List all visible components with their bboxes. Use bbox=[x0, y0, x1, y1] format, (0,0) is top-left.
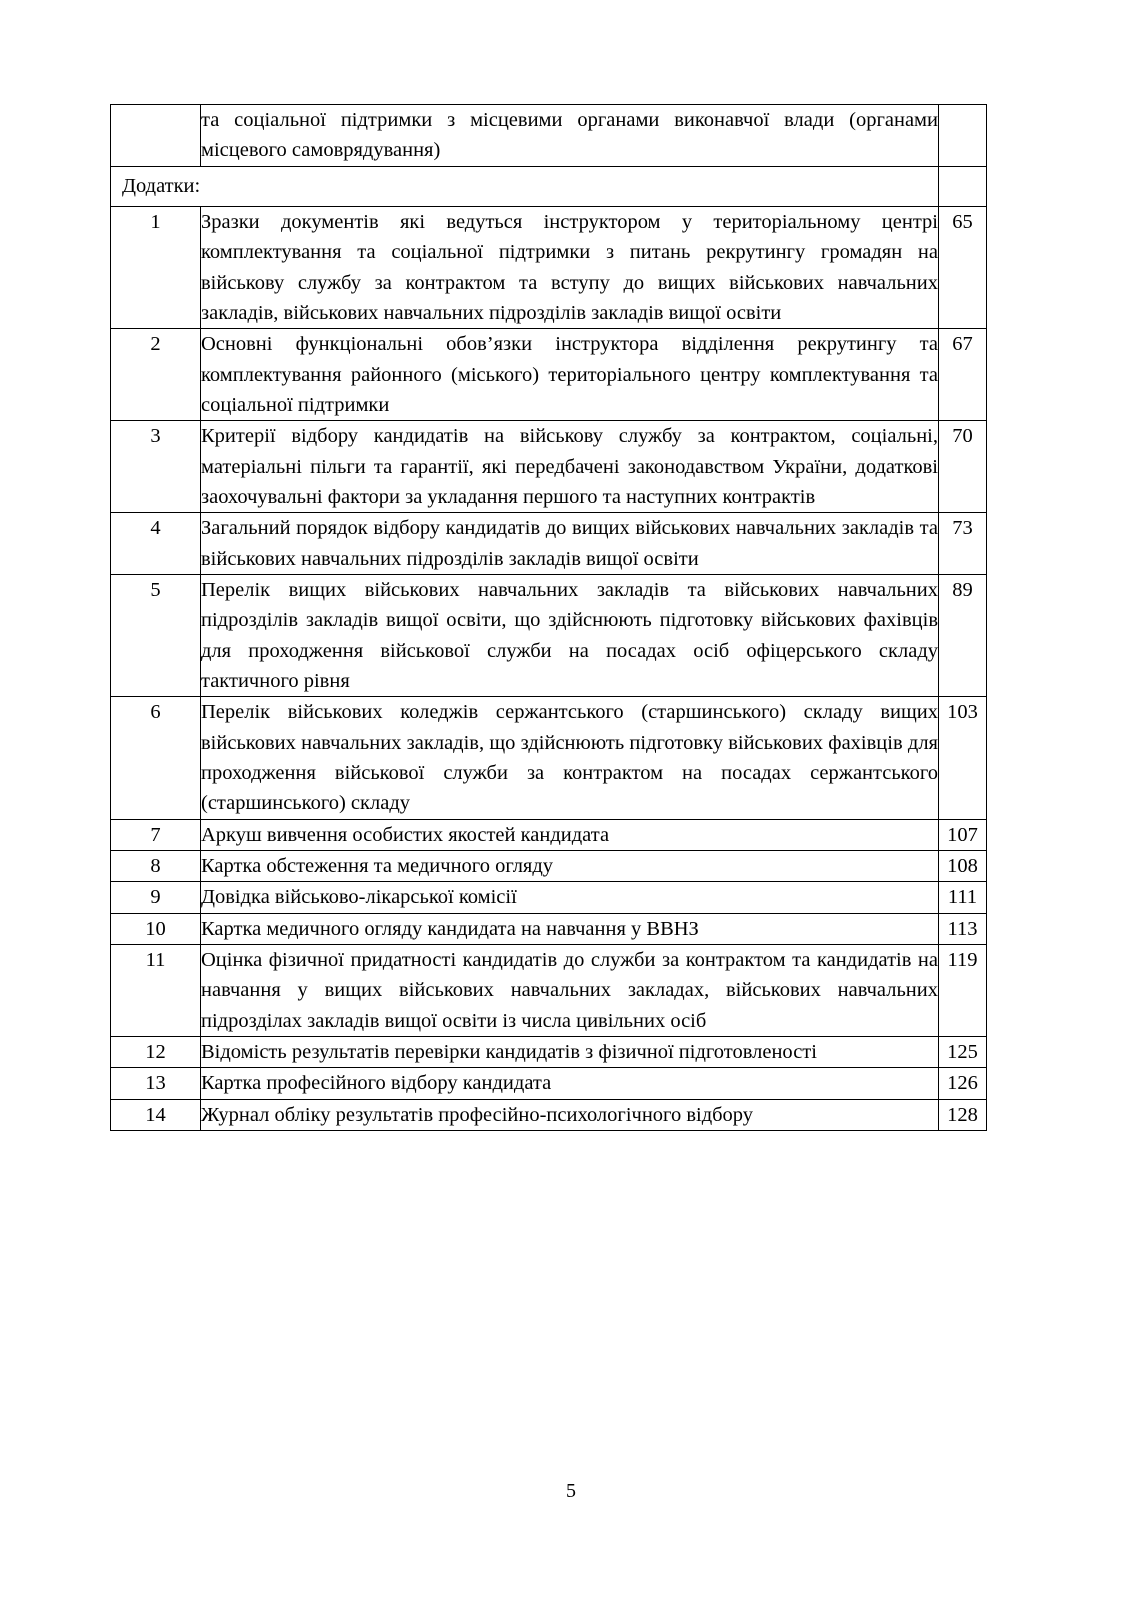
table-row bbox=[111, 850, 987, 881]
continuation-number-cell bbox=[111, 105, 201, 167]
appendix-page-cell: 126 bbox=[939, 1068, 987, 1099]
appendices-table bbox=[110, 104, 987, 1131]
table-row bbox=[111, 574, 987, 696]
table-row bbox=[111, 882, 987, 913]
appendix-number-cell: 7 bbox=[111, 819, 201, 850]
table-row bbox=[111, 1036, 987, 1067]
table-row bbox=[111, 513, 987, 575]
appendix-page-cell: 111 bbox=[939, 882, 987, 913]
appendix-page-cell: 65 bbox=[939, 206, 987, 328]
appendix-title-cell: Перелік військових коледжів сержантського (старшинського) складу вищих військових навчальних закладів, що здійснюють підготовку військових фахівців для проходження військової служби за контрактом на посадах сержантського (старшинського) складу bbox=[201, 697, 939, 819]
appendix-number-cell: 13 bbox=[111, 1068, 201, 1099]
appendix-number-cell: 3 bbox=[111, 421, 201, 513]
appendix-title-cell: Основні функціональні обов’язки інструктора відділення рекрутингу та комплектування районного (міського) територіального центру комплектування та соціальної підтримки bbox=[201, 329, 939, 421]
appendix-number-cell: 5 bbox=[111, 574, 201, 696]
appendix-title-cell: Загальний порядок відбору кандидатів до вищих військових навчальних закладів та військових навчальних підрозділів закладів вищої освіти bbox=[201, 513, 939, 575]
appendix-number-cell: 12 bbox=[111, 1036, 201, 1067]
section-heading-page-cell bbox=[939, 166, 987, 206]
appendix-title-cell: Критерії відбору кандидатів на військову службу за контрактом, соціальні, матеріальні пільги та гарантії, які передбачені законодавством України, додаткові заохочувальні фактори за укладання першого та наступних контрактів bbox=[201, 421, 939, 513]
appendix-title-cell: Перелік вищих військових навчальних закладів та військових навчальних підрозділів закладів вищої освіти, що здійснюють підготовку військових фахівців для проходження військової служби на посадах осіб офіцерського складу тактичного рівня bbox=[201, 574, 939, 696]
appendix-page-cell: 119 bbox=[939, 944, 987, 1036]
appendix-title-cell: Журнал обліку результатів професійно-психологічного відбору bbox=[201, 1099, 939, 1130]
table-row bbox=[111, 1068, 987, 1099]
appendix-title-cell: Оцінка фізичної придатності кандидатів до служби за контрактом та кандидатів на навчання у вищих військових навчальних закладах, військових навчальних підрозділах закладів вищої освіти із числа цивільних осіб bbox=[201, 944, 939, 1036]
table-row bbox=[111, 329, 987, 421]
appendix-page-cell: 67 bbox=[939, 329, 987, 421]
table-row bbox=[111, 913, 987, 944]
table-row bbox=[111, 1099, 987, 1130]
appendix-title-cell: Аркуш вивчення особистих якостей кандидата bbox=[201, 819, 939, 850]
table-row bbox=[111, 421, 987, 513]
continuation-page-cell bbox=[939, 105, 987, 167]
footer-page-number: 5 bbox=[566, 1480, 576, 1502]
table-row bbox=[111, 944, 987, 1036]
appendix-number-cell: 2 bbox=[111, 329, 201, 421]
appendix-number-cell: 8 bbox=[111, 850, 201, 881]
appendix-page-cell: 128 bbox=[939, 1099, 987, 1130]
appendix-title-cell: Картка медичного огляду кандидата на навчання у ВВНЗ bbox=[201, 913, 939, 944]
appendix-title-cell: Відомість результатів перевірки кандидатів з фізичної підготовленості bbox=[201, 1036, 939, 1067]
appendix-title-cell: Картка професійного відбору кандидата bbox=[201, 1068, 939, 1099]
table-row bbox=[111, 819, 987, 850]
appendix-number-cell: 1 bbox=[111, 206, 201, 328]
appendix-title-cell: Картка обстеження та медичного огляду bbox=[201, 850, 939, 881]
section-heading-label: Додатки: bbox=[111, 166, 939, 206]
continuation-title-cell: та соціальної підтримки з місцевими органами виконавчої влади (органами місцевого самоврядування) bbox=[201, 105, 939, 167]
appendix-page-cell: 125 bbox=[939, 1036, 987, 1067]
appendix-page-cell: 113 bbox=[939, 913, 987, 944]
appendix-page-cell: 70 bbox=[939, 421, 987, 513]
appendix-page-cell: 108 bbox=[939, 850, 987, 881]
appendix-page-cell: 89 bbox=[939, 574, 987, 696]
table-row bbox=[111, 206, 987, 328]
appendix-number-cell: 10 bbox=[111, 913, 201, 944]
appendix-number-cell: 9 bbox=[111, 882, 201, 913]
appendix-title-cell: Зразки документів які ведуться інструктором у територіальному центрі комплектування та соціальної підтримки з питань рекрутингу громадян на військову службу за контрактом та вступу до вищих військових навчальних закладів, військових навчальних підрозділів закладів вищої освіти bbox=[201, 206, 939, 328]
table-row-continuation bbox=[111, 105, 987, 167]
appendix-number-cell: 4 bbox=[111, 513, 201, 575]
appendix-page-cell: 73 bbox=[939, 513, 987, 575]
appendix-page-cell: 107 bbox=[939, 819, 987, 850]
appendix-title-cell: Довідка військово-лікарської комісії bbox=[201, 882, 939, 913]
appendix-number-cell: 11 bbox=[111, 944, 201, 1036]
appendices-table-body bbox=[111, 105, 987, 1131]
table-row-section-heading bbox=[111, 166, 987, 206]
appendix-number-cell: 6 bbox=[111, 697, 201, 819]
appendix-page-cell: 103 bbox=[939, 697, 987, 819]
table-row bbox=[111, 697, 987, 819]
appendix-number-cell: 14 bbox=[111, 1099, 201, 1130]
